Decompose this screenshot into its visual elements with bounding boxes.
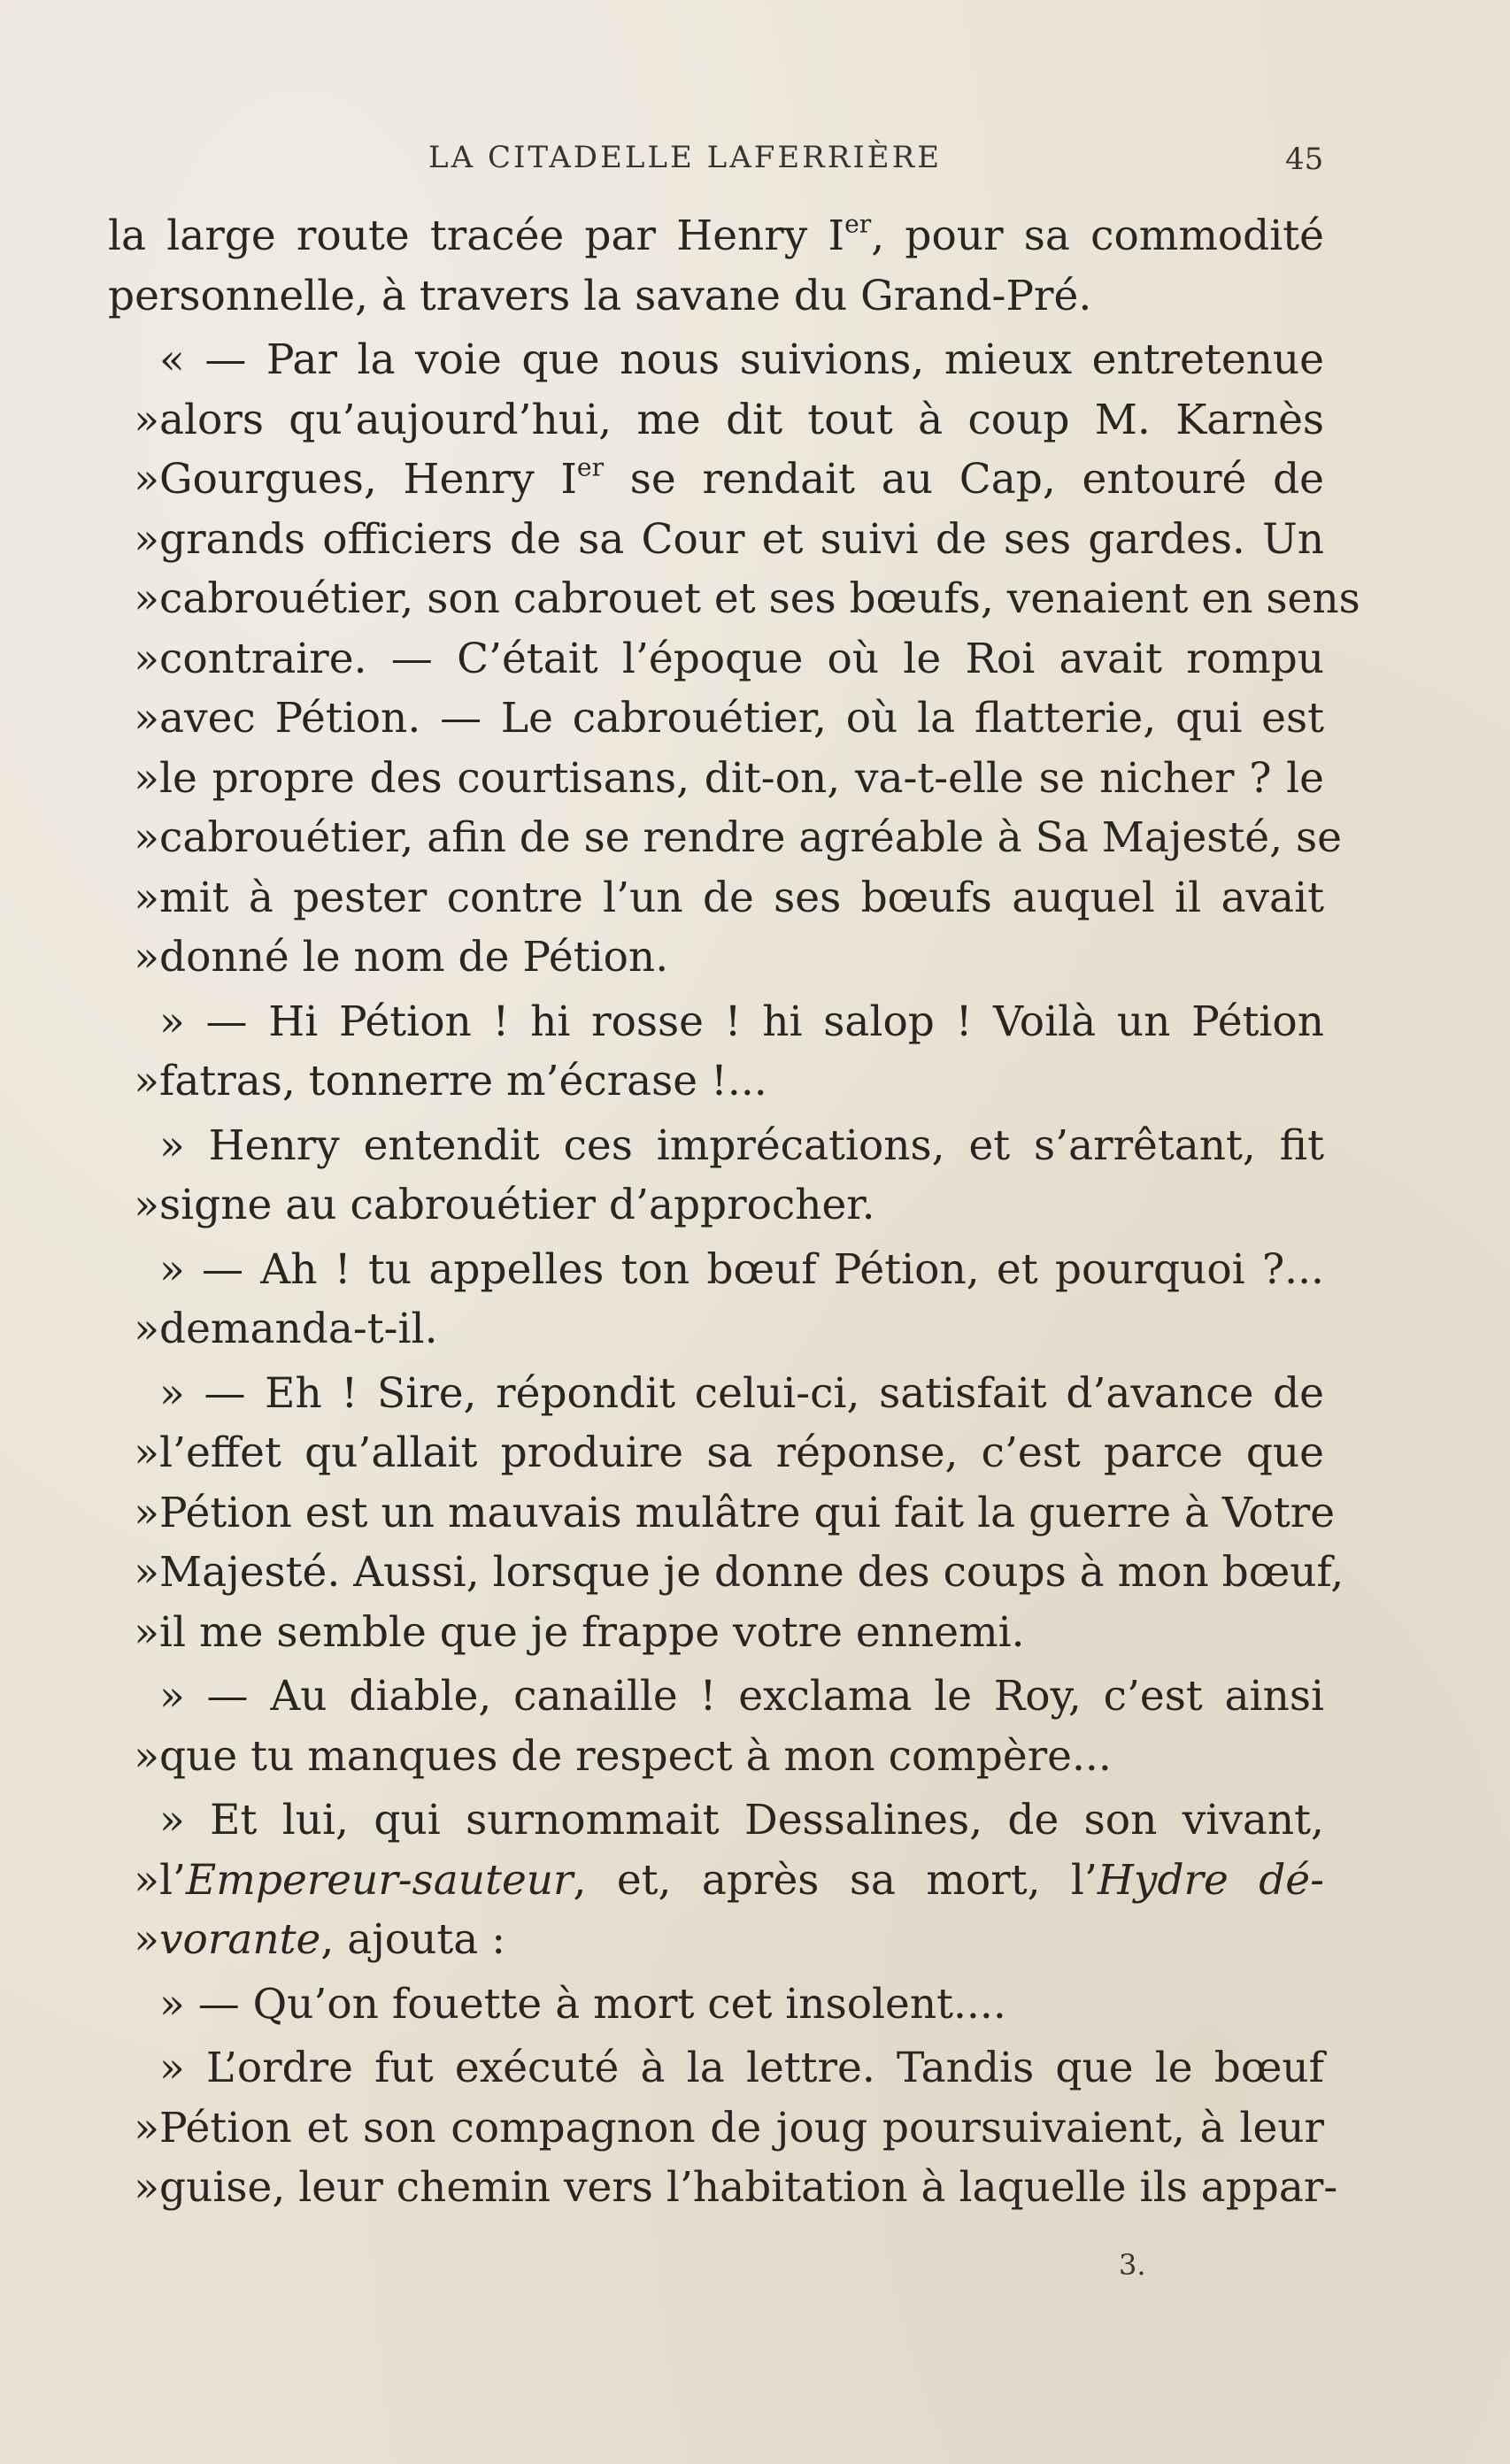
- text-segment: mit à pester contre l’un de ses bœufs auquel il avait: [159, 873, 1324, 922]
- text-segment: vorante: [159, 1915, 321, 1964]
- text-line: [0, 390, 1510, 450]
- text-segment: , ajouta :: [320, 1915, 506, 1964]
- text-line: [0, 1790, 1510, 1851]
- text-line: [0, 569, 1510, 629]
- text-line: [0, 1364, 1510, 1424]
- text-segment: il me semble que je frappe votre ennemi.: [159, 1607, 1025, 1657]
- text-segment: que tu manques de respect à mon compère...: [159, 1731, 1112, 1781]
- line-text: [159, 928, 1324, 988]
- text-line: [0, 1975, 1510, 2035]
- guillemet-mark: »: [134, 873, 159, 922]
- text-segment: guise, leur chemin vers l’habitation à laquelle ils appar-: [159, 2163, 1338, 2212]
- text-line: [0, 1603, 1510, 1663]
- guillemet-mark: »: [134, 1305, 159, 1353]
- text-line: [0, 266, 1510, 327]
- guillemet-mark: »: [134, 1428, 159, 1477]
- line-text: [159, 1727, 1324, 1787]
- guillemet-mark: »: [134, 1548, 159, 1597]
- text-segment: personnelle, à travers la savane du Grand-Pré.: [108, 271, 1092, 320]
- text-segment: avec Pétion. — Le cabrouétier, où la flatterie, qui est: [159, 694, 1324, 743]
- line-text: [159, 1175, 1324, 1236]
- line-text: [159, 2098, 1324, 2159]
- text-segment: fatras, tonnerre m’écrase !...: [159, 1057, 767, 1105]
- line-text: [159, 1851, 1324, 1911]
- body-text: [0, 206, 1510, 2218]
- text-segment: Gourgues, Henry I: [159, 455, 577, 504]
- text-line: [0, 1299, 1510, 1359]
- guillemet-mark: »: [134, 2103, 159, 2152]
- line-text: [159, 2038, 1324, 2098]
- line-text: [159, 689, 1324, 749]
- text-segment: l’: [159, 1855, 186, 1905]
- guillemet-mark: »: [134, 694, 159, 743]
- guillemet-mark: »: [134, 395, 159, 444]
- signature-mark: 3.: [1119, 2248, 1146, 2282]
- text-line: [0, 992, 1510, 1052]
- line-text: [159, 390, 1324, 450]
- text-segment: » — Eh ! Sire, répondit celui-ci, satisfait d’avance de: [159, 1368, 1324, 1418]
- guillemet-mark: »: [134, 1488, 159, 1537]
- text-line: [0, 1116, 1510, 1176]
- line-text: [159, 1975, 1324, 2035]
- line-text: [108, 266, 1324, 327]
- guillemet-mark: »: [134, 1731, 159, 1781]
- text-line: [0, 206, 1510, 266]
- text-line: [0, 1543, 1510, 1603]
- text-line: [0, 689, 1510, 749]
- guillemet-mark: »: [134, 2163, 159, 2212]
- text-segment: » L’ordre fut exécuté à la lettre. Tandis que le bœuf: [159, 2044, 1324, 2092]
- text-segment: » Henry entendit ces imprécations, et s’arrêtant, fit: [159, 1120, 1324, 1170]
- text-segment: « — Par la voie que nous suivions, mieux entretenue: [159, 335, 1324, 384]
- text-line: [0, 330, 1510, 390]
- text-line: [0, 1851, 1510, 1911]
- text-line: [0, 1240, 1510, 1300]
- text-line: [0, 2038, 1510, 2098]
- line-text: [159, 1116, 1324, 1176]
- text-line: [0, 868, 1510, 928]
- text-line: [0, 629, 1510, 689]
- text-segment: Hydre dé-: [1097, 1855, 1324, 1905]
- line-text: [159, 1423, 1324, 1483]
- line-text: [159, 868, 1324, 928]
- line-text: [159, 569, 1360, 629]
- line-text: [159, 1790, 1324, 1851]
- text-segment: er: [844, 209, 872, 239]
- text-line: [0, 2158, 1510, 2218]
- text-segment: » — Qu’on fouette à mort cet insolent....: [159, 1979, 1006, 2029]
- line-text: [159, 1667, 1324, 1727]
- line-text: [159, 1240, 1324, 1300]
- text-segment: Majesté. Aussi, lorsque je donne des coups à mon bœuf,: [159, 1548, 1344, 1597]
- text-segment: , pour sa commodité: [871, 212, 1324, 260]
- line-text: [159, 1299, 1324, 1359]
- text-segment: » — Au diable, canaille ! exclama le Roy, c’est ainsi: [159, 1672, 1324, 1721]
- line-text: [159, 510, 1324, 570]
- line-text: [159, 808, 1342, 868]
- text-line: [0, 928, 1510, 988]
- line-text: [159, 1483, 1336, 1544]
- text-line: [0, 510, 1510, 570]
- text-segment: Pétion et son compagnon de joug poursuivaient, à leur: [159, 2103, 1324, 2152]
- guillemet-mark: »: [134, 514, 159, 564]
- guillemet-mark: »: [134, 1915, 159, 1964]
- text-segment: Pétion est un mauvais mulâtre qui fait la guerre à Votre: [159, 1488, 1336, 1537]
- text-segment: donné le nom de Pétion.: [159, 933, 669, 982]
- text-segment: la large route tracée par Henry I: [108, 212, 845, 260]
- guillemet-mark: »: [134, 933, 159, 982]
- text-segment: demanda-t-il.: [159, 1305, 438, 1353]
- text-line: [0, 450, 1510, 510]
- text-segment: er: [576, 452, 605, 482]
- line-text: [159, 1910, 1324, 1970]
- guillemet-mark: »: [134, 753, 159, 803]
- guillemet-mark: »: [134, 1057, 159, 1105]
- line-text: [159, 1051, 1324, 1112]
- page-number: 45: [1285, 142, 1324, 177]
- text-line: [0, 1051, 1510, 1112]
- text-line: [0, 1423, 1510, 1483]
- line-text: [159, 1603, 1324, 1663]
- text-segment: cabrouétier, son cabrouet et ses bœufs, venaient en sens: [159, 574, 1360, 623]
- running-title: LA CITADELLE LAFERRIÈRE: [428, 140, 943, 175]
- text-segment: » Et lui, qui surnommait Dessalines, de son vivant,: [159, 1796, 1324, 1844]
- guillemet-mark: »: [134, 1181, 159, 1229]
- text-segment: cabrouétier, afin de se rendre agréable à Sa Majesté, se: [159, 813, 1342, 862]
- line-text: [159, 1364, 1324, 1424]
- guillemet-mark: »: [134, 455, 159, 504]
- line-text: [159, 1543, 1344, 1603]
- text-line: [0, 749, 1510, 809]
- text-segment: contraire. — C’était l’époque où le Roi avait rompu: [159, 634, 1324, 683]
- text-line: [0, 1175, 1510, 1236]
- text-line: [0, 2098, 1510, 2159]
- line-text: [159, 2158, 1338, 2218]
- text-line: [0, 1667, 1510, 1727]
- line-text: [159, 330, 1324, 390]
- text-segment: Empereur-sauteur: [185, 1855, 574, 1905]
- guillemet-mark: »: [134, 1855, 159, 1905]
- text-segment: se rendait au Cap, entouré de: [604, 455, 1324, 504]
- line-text: [159, 749, 1324, 809]
- text-line: [0, 808, 1510, 868]
- text-segment: , et, après sa mort, l’: [573, 1855, 1098, 1905]
- text-line: [0, 1727, 1510, 1787]
- text-line: [0, 1910, 1510, 1970]
- text-segment: » — Hi Pétion ! hi rosse ! hi salop ! Voilà un Pétion: [159, 997, 1324, 1046]
- text-segment: alors qu’aujourd’hui, me dit tout à coup M. Karnès: [159, 395, 1324, 444]
- text-segment: » — Ah ! tu appelles ton bœuf Pétion, et pourquoi ?...: [159, 1244, 1324, 1294]
- guillemet-mark: »: [134, 1607, 159, 1657]
- guillemet-mark: »: [134, 813, 159, 862]
- text-segment: l’effet qu’allait produire sa réponse, c’est parce que: [159, 1428, 1324, 1477]
- line-text: [159, 992, 1324, 1052]
- text-segment: grands officiers de sa Cour et suivi de ses gardes. Un: [159, 514, 1324, 564]
- line-text: [159, 629, 1324, 689]
- line-text: [108, 206, 1324, 266]
- guillemet-mark: »: [134, 574, 159, 623]
- text-segment: signe au cabrouétier d’approcher.: [159, 1181, 875, 1229]
- guillemet-mark: »: [134, 634, 159, 683]
- text-segment: le propre des courtisans, dit-on, va-t-elle se nicher ? le: [159, 753, 1324, 803]
- text-line: [0, 1483, 1510, 1544]
- line-text: [159, 450, 1324, 510]
